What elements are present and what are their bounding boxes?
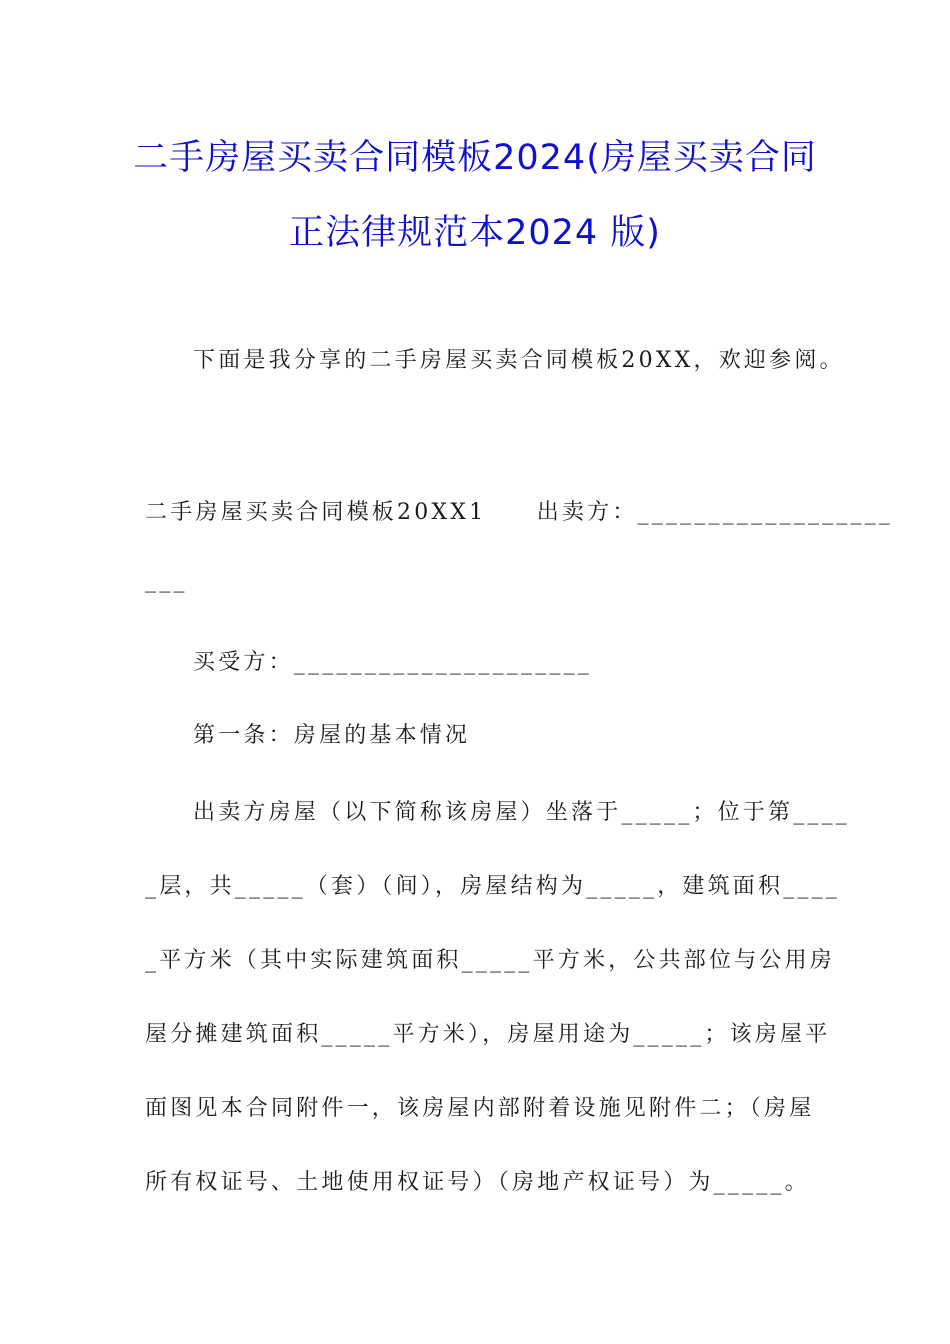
paragraph-line: 屋分摊建筑面积_____平方米），房屋用途为_____；该房屋平 [145,1022,831,1047]
intro-text: 下面是我分享的二手房屋买卖合同模板20XX，欢迎参阅。 [193,348,845,373]
seller-line: 二手房屋买卖合同模板20XX1 出卖方：__________________ [145,500,894,525]
paragraph-line: _层，共_____（套）（间），房屋结构为_____，建筑面积____ [145,874,841,899]
document-title-line-2: 正法律规范本2024 版) [289,213,661,253]
buyer-line: 买受方：_____________________ [193,650,593,675]
document-title-line-1: 二手房屋买卖合同模板2024(房屋买卖合同 [133,138,817,178]
paragraph-line: _平方米（其中实际建筑面积_____平方米，公共部位与公用房 [145,948,836,973]
article-1-heading: 第一条：房屋的基本情况 [193,723,471,748]
paragraph-line: 出卖方房屋（以下简称该房屋）坐落于_____；位于第____ [193,800,851,825]
paragraph-line: 面图见本合同附件一，该房屋内部附着设施见附件二；（房屋 [145,1096,815,1121]
paragraph-line: 所有权证号、土地使用权证号）（房地产权证号）为_____。 [145,1170,810,1195]
seller-line-continuation: ___ [145,568,188,593]
